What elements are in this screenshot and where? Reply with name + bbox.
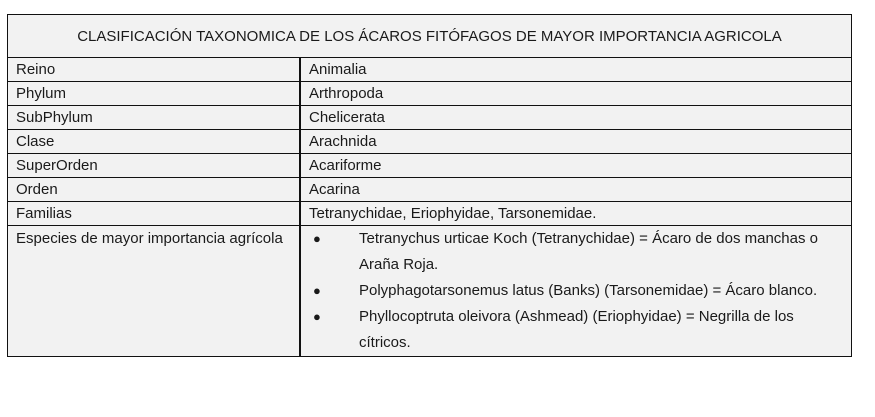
row-label: Familias — [8, 202, 301, 226]
taxonomy-table — [7, 14, 852, 357]
bullet-icon: ● — [313, 309, 321, 324]
table-row — [8, 58, 852, 82]
row-value: Tetranychidae, Eriophyidae, Tarsonemidae. — [300, 202, 852, 226]
table-row — [8, 106, 852, 130]
species-text: Tetranychus urticae Koch (Tetranychidae) = Ácaro de dos manchas o Araña Roja. — [359, 230, 818, 273]
row-label: Orden — [8, 178, 301, 202]
species-item — [309, 226, 851, 278]
row-label: Reino — [8, 58, 301, 82]
species-item — [309, 304, 851, 356]
table-title: CLASIFICACIÓN TAXONOMICA DE LOS ÁCAROS FITÓFAGOS DE MAYOR IMPORTANCIA AGRICOLA — [8, 15, 852, 58]
row-value: Arthropoda — [300, 82, 852, 106]
species-text: Polyphagotarsonemus latus (Banks) (Tarsonemidae) = Ácaro blanco. — [359, 282, 818, 299]
table-row — [8, 154, 852, 178]
table-title-row — [8, 15, 852, 58]
row-value: Acariforme — [300, 154, 852, 178]
species-list-cell — [300, 226, 852, 357]
row-value: Chelicerata — [300, 106, 852, 130]
species-label: Especies de mayor importancia agrícola — [8, 226, 301, 357]
species-text: Phyllocoptruta oleivora (Ashmead) (Eriophyidae) = Negrilla de los cítricos. — [359, 308, 794, 351]
bullet-icon: ● — [313, 283, 321, 298]
table-row — [8, 202, 852, 226]
table-row — [8, 178, 852, 202]
table-row — [8, 130, 852, 154]
species-row — [8, 226, 852, 357]
row-value: Acarina — [300, 178, 852, 202]
table-row — [8, 82, 852, 106]
row-label: Clase — [8, 130, 301, 154]
row-label: Phylum — [8, 82, 301, 106]
row-value: Arachnida — [300, 130, 852, 154]
species-list — [309, 226, 851, 356]
species-item — [309, 278, 851, 304]
row-label: SubPhylum — [8, 106, 301, 130]
row-value: Animalia — [300, 58, 852, 82]
row-label: SuperOrden — [8, 154, 301, 178]
bullet-icon: ● — [313, 231, 321, 246]
